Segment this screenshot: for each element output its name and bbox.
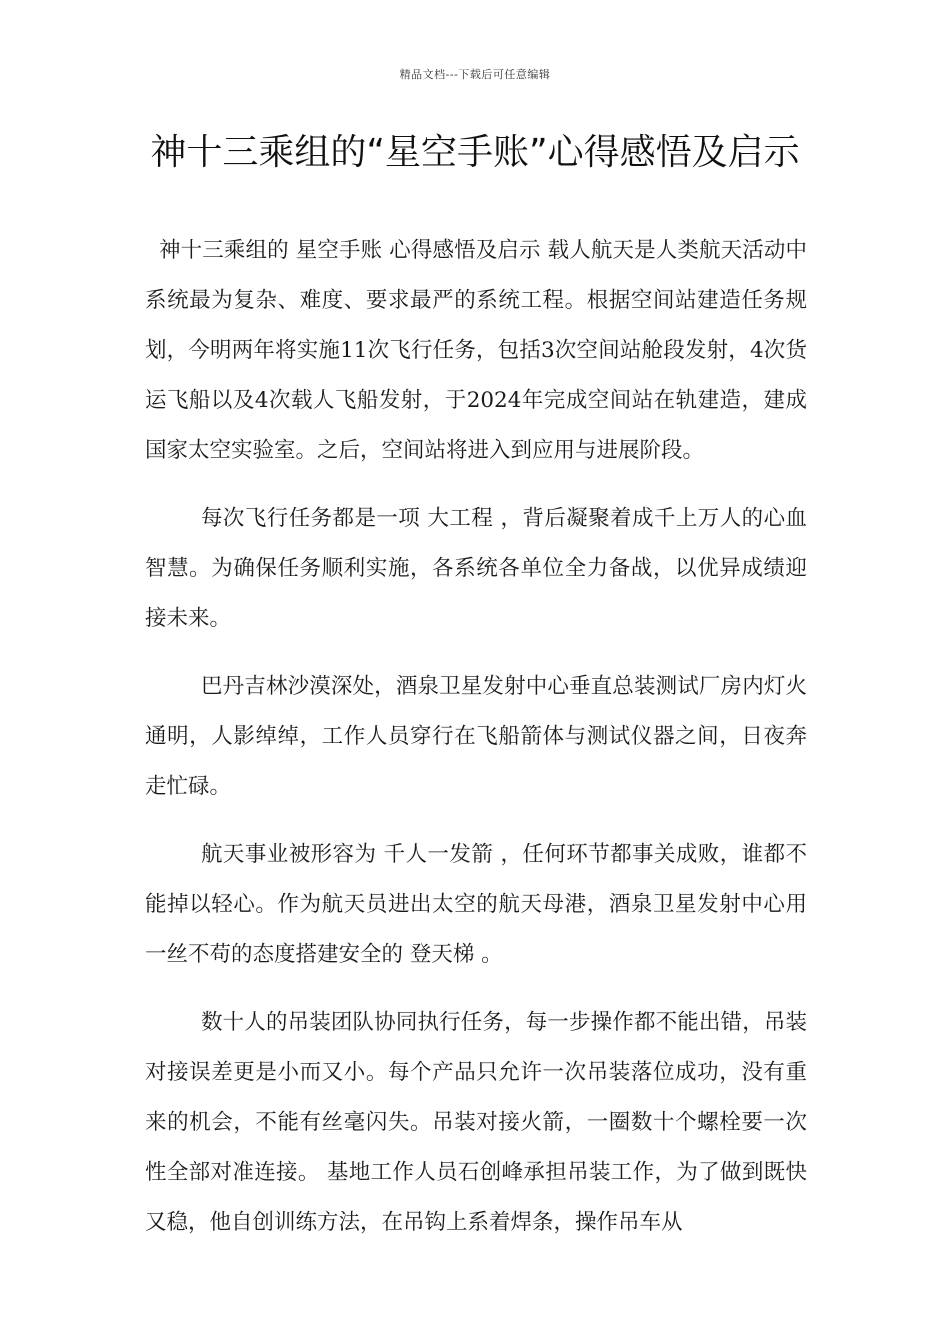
- header-note: 精品文档---下载后可任意编辑: [399, 68, 551, 81]
- paragraph: 航天事业被形容为 千人一发箭 ，任何环节都事关成败，谁都不能掉以轻心。作为航天员进出太空的航天母港，酒泉卫星发射中心用一丝不苟的态度搭建安全的 登天梯 。: [145, 842, 807, 967]
- document-body: [145, 226, 807, 1248]
- paragraph: 巴丹吉林沙漠深处，酒泉卫星发射中心垂直总装测试厂房内灯火通明，人影绰绰，工作人员穿行在飞船箭体与测试仪器之间，日夜奔走忙碌。: [145, 674, 807, 799]
- document-title: 神十三乘组的“星空手账”心得感悟及启示: [150, 132, 800, 173]
- paragraph: 每次飞行任务都是一项 大工程 ，背后凝聚着成千上万人的心血智慧。为确保任务顺利实施，各系统各单位全力备战，以优异成绩迎接未来。: [145, 506, 807, 631]
- paragraph: 数十人的吊装团队协同执行任务，每一步操作都不能出错，吊装对接误差更是小而又小。每个产品只允许一次吊装落位成功，没有重来的机会，不能有丝毫闪失。吊装对接火箭，一圈数十个螺栓要一次性全部对准连接。 基地工作人员石创峰承担吊装工作，为了做到既快又稳，他自创训练方法，在吊钩上系着焊条，操作吊车从: [145, 1010, 807, 1235]
- paragraph-intro: 神十三乘组的 星空手账 心得感悟及启示 载人航天是人类航天活动中系统最为复杂、难度、要求最严的系统工程。根据空间站建造任务规划，今明两年将实施11次飞行任务，包括3次空间站舱段发射，4次货运飞船以及4次载人飞船发射，于2024年完成空间站在轨建造，建成国家太空实验室。之后，空间站将进入到应用与进展阶段。: [145, 238, 807, 463]
